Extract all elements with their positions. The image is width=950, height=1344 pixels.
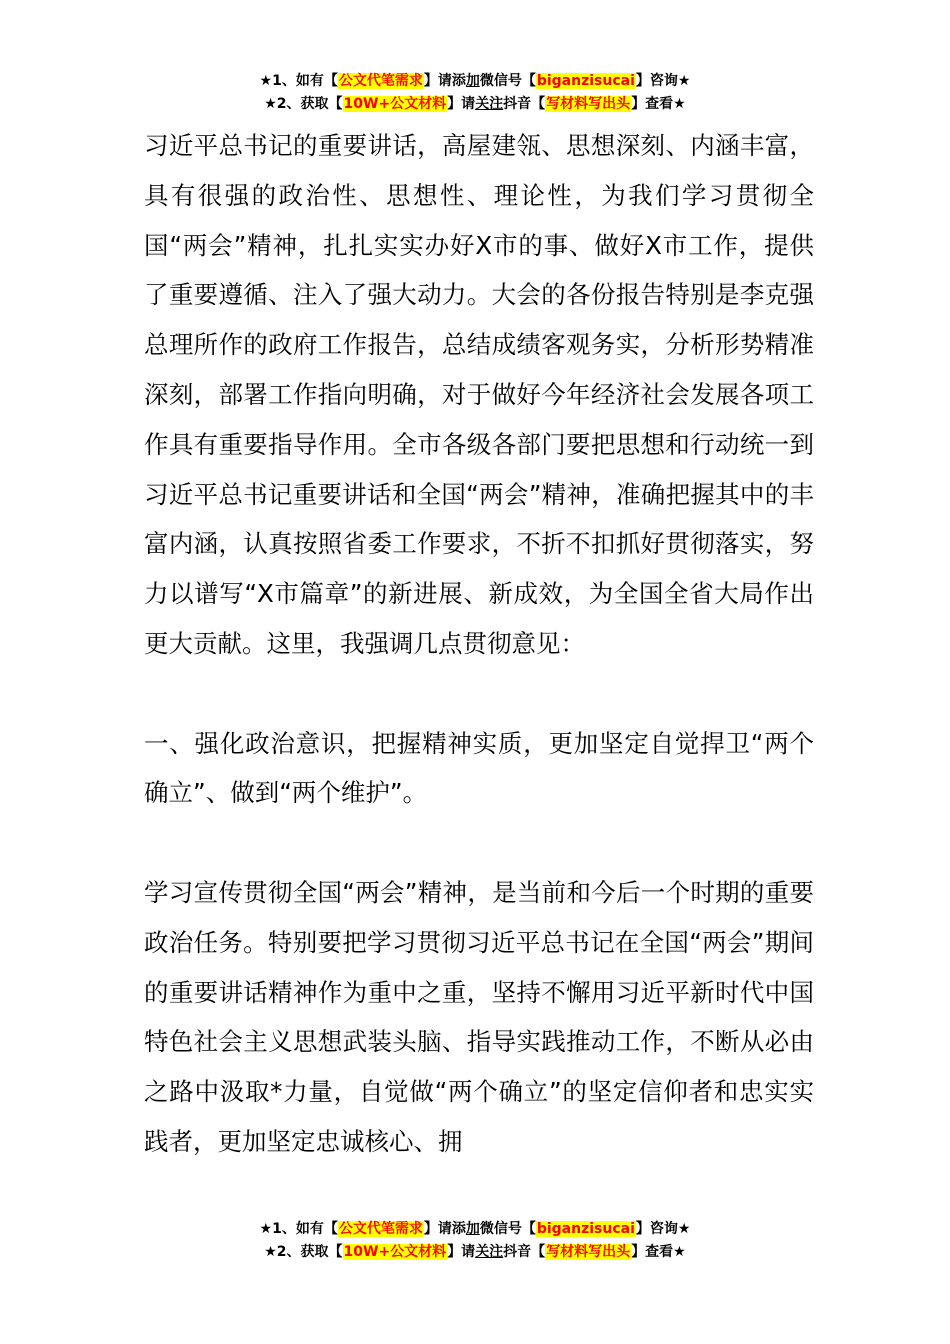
promo-highlight: biganzisucai (536, 73, 635, 89)
promo-highlight: 写材料写出头 (546, 96, 631, 112)
promo-highlight: 公文代笔需求 (338, 1221, 423, 1237)
body-paragraph: 学习宣传贯彻全国“两会”精神，是当前和今后一个时期的重要政治任务。特别要把学习贯彻习近平总书记在全国“两会”期间的重要讲话精神作为重中之重，坚持不懈用习近平新时代中国特色社会主义思想武装头脑、指导实践推动工作，不断从必由之路中汲取*力量，自觉做“两个确立”的坚定信仰者和忠实实践者，更加坚定忠诚核心、拥 (144, 877, 814, 1156)
promo-banner-top (0, 70, 950, 116)
body-paragraph: 习近平总书记的重要讲话，高屋建瓴、思想深刻、内涵丰富，具有很强的政治性、思想性、理论性，为我们学习贯彻全国“两会”精神，扎扎实实办好X市的事、做好X市工作，提供了重要遵循、注入了强大动力。大会的各份报告特别是李克强总理所作的政府工作报告，总结成绩客观务实，分析形势精准深刻，部署工作指向明确，对于做好今年经济社会发展各项工作具有重要指导作用。全市各级各部门要把思想和行动统一到习近平总书记重要讲话和全国“两会”精神，准确把握其中的丰富内涵，认真按照省委工作要求，不折不扣抓好贯彻落实，努力以谱写“X市篇章”的新进展、新成效，为全国全省大局作出更大贡献。这里，我强调几点贯彻意见： (144, 131, 814, 658)
promo-highlight: 10W+公文材料 (343, 1244, 447, 1260)
promo-highlight: biganzisucai (536, 1221, 635, 1237)
promo-line-1: ★1、如有【公文代笔需求】请添加微信号【biganzisucai】咨询★ (259, 1221, 691, 1237)
promo-highlight: 10W+公文材料 (343, 96, 447, 112)
promo-banner-bottom (0, 1218, 950, 1264)
document-body (144, 121, 814, 1167)
promo-line-2: ★2、获取【10W+公文材料】请关注抖音【写材料写出头】查看★ (264, 96, 686, 112)
section-heading: 一、强化政治意识，把握精神实质，更加坚定自觉捍卫“两个确立”、做到“两个维护”。 (144, 728, 814, 808)
promo-highlight: 公文代笔需求 (338, 73, 423, 89)
promo-highlight: 写材料写出头 (546, 1244, 631, 1260)
promo-line-2: ★2、获取【10W+公文材料】请关注抖音【写材料写出头】查看★ (264, 1244, 686, 1260)
promo-line-1: ★1、如有【公文代笔需求】请添加微信号【biganzisucai】咨询★ (259, 73, 691, 89)
